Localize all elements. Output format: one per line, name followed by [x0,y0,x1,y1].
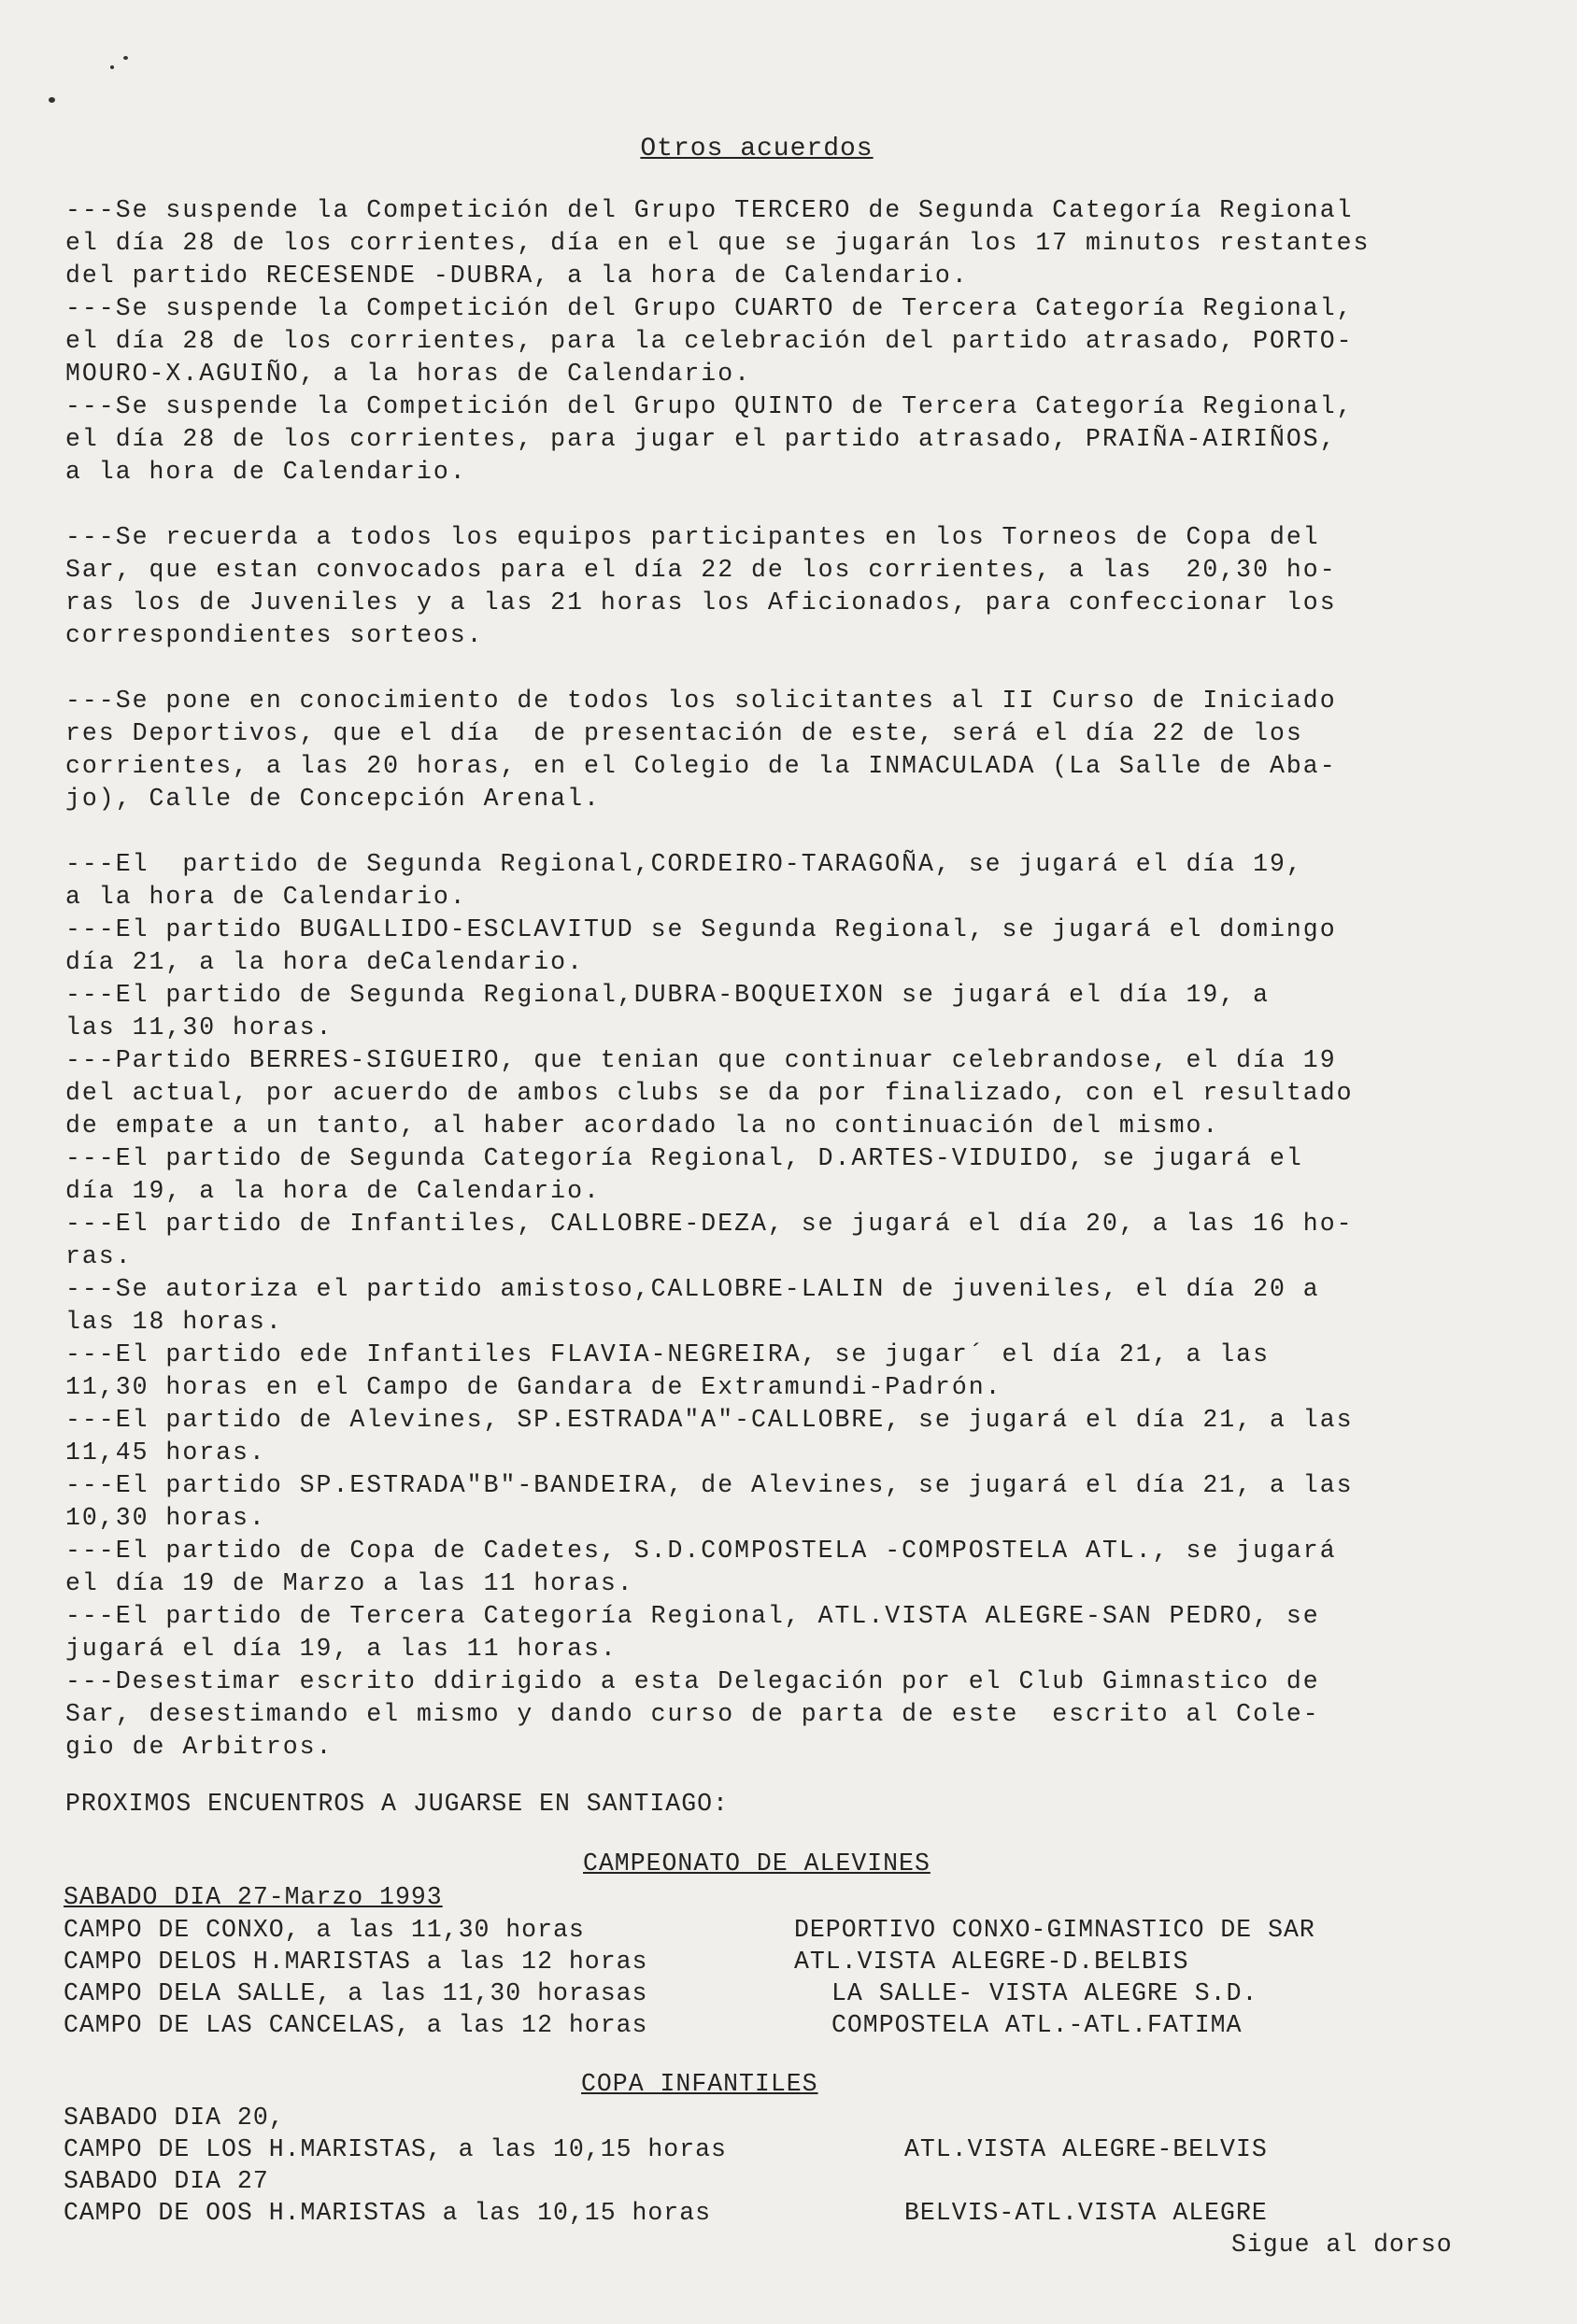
text-line: las 18 horas. [65,1308,283,1336]
ink-speck [49,97,55,103]
text-line: ---Se suspende la Competición del Grupo TERCERO de Segunda Categoría Regional [65,196,1354,224]
infantiles-teams: ATL.VISTA ALEGRE-BELVIS [904,2135,1268,2163]
text-line: día 21, a la hora deCalendario. [65,948,584,976]
alevines-teams: ATL.VISTA ALEGRE-D.BELBIS [794,1948,1189,1976]
text-line: ---Se autoriza el partido amistoso,CALLOBRE-LALIN de juveniles, el día 20 a [65,1275,1320,1303]
text-line: ---Se suspende la Competición del Grupo QUINTO de Tercera Categoría Regional, [65,392,1354,420]
text-line: las 11,30 horas. [65,1013,334,1042]
text-line: ---El partido BUGALLIDO-ESCLAVITUD se Segunda Regional, se jugará el domingo [65,915,1337,943]
upcoming-heading: PROXIMOS ENCUENTROS A JUGARSE EN SANTIAGO: [65,1790,729,1818]
text-line: 11,45 horas. [65,1438,266,1467]
paragraph-gap [65,489,1560,521]
alevines-teams: COMPOSTELA ATL.-ATL.FATIMA [831,2011,1243,2039]
text-line: res Deportivos, que el día de presentación de este, será el día 22 de los [65,719,1303,747]
alevines-venue: CAMPO DE CONXO, a las 11,30 horas [64,1916,585,1944]
infantiles-line: SABADO DIA 27 [64,2167,269,2195]
text-line: ---El partido de Segunda Regional,DUBRA-BOQUEIXON se jugará el día 19, a [65,981,1270,1009]
agreements-body [65,194,1560,1764]
text-line: el día 28 de los corrientes, para la celebración del partido atrasado, PORTO- [65,327,1354,355]
text-line: de empate a un tanto, al haber acordado la no continuación del mismo. [65,1112,1220,1140]
text-line: ras los de Juveniles y a las 21 horas los Aficionados, para confeccionar los [65,588,1337,616]
alevines-date: SABADO DIA 27-Marzo 1993 [64,1883,443,1911]
text-line: ---El partido de Segunda Categoría Regional, D.ARTES-VIDUIDO, se jugará el [65,1144,1303,1172]
alevines-venue: CAMPO DELA SALLE, a las 11,30 horasas [64,1979,648,2007]
text-line: ---Se suspende la Competición del Grupo CUARTO de Tercera Categoría Regional, [65,294,1354,322]
text-line: ---Partido BERRES-SIGUEIRO, que tenian que continuar celebrandose, el día 19 [65,1046,1337,1074]
text-line: del actual, por acuerdo de ambos clubs se da por finalizado, con el resultado [65,1079,1354,1107]
alevines-teams: DEPORTIVO CONXO-GIMNASTICO DE SAR [794,1916,1315,1944]
text-line: ---Se pone en conocimiento de todos los solicitantes al II Curso de Iniciado [65,687,1337,715]
text-line: ---Desestimar escrito ddirigido a esta Delegación por el Club Gimnastico de [65,1667,1320,1695]
ink-speck [123,56,128,60]
text-line: jo), Calle de Concepción Arenal. [65,785,601,813]
text-line: Sar, que estan convocados para el día 22 de los corrientes, a las 20,30 ho- [65,556,1337,584]
infantiles-title: COPA INFANTILES [581,2070,818,2098]
text-line: corrientes, a las 20 horas, en el Colegio de la INMACULADA (La Salle de Aba- [65,752,1337,780]
text-line: correspondientes sorteos. [65,621,484,649]
text-line: MOURO-X.AGUIÑO, a la horas de Calendario. [65,360,752,388]
paragraph-gap [65,815,1560,848]
text-line: ---El partido de Tercera Categoría Regional, ATL.VISTA ALEGRE-SAN PEDRO, se [65,1602,1320,1630]
text-line: a la hora de Calendario. [65,883,467,911]
text-line: ---El partido SP.ESTRADA"B"-BANDEIRA, de Alevines, se jugará el día 21, a las [65,1471,1354,1499]
infantiles-line: CAMPO DE LOS H.MARISTAS, a las 10,15 horas [64,2135,727,2163]
alevines-title: CAMPEONATO DE ALEVINES [583,1849,931,1878]
text-line: ---El partido ede Infantiles FLAVIA-NEGREIRA, se jugar´ el día 21, a las [65,1340,1270,1368]
alevines-teams: LA SALLE- VISTA ALEGRE S.D. [831,1979,1258,2007]
text-line: del partido RECESENDE -DUBRA, a la hora de Calendario. [65,262,969,290]
text-line: el día 28 de los corrientes, día en el que se jugarán los 17 minutos restantes [65,229,1371,257]
text-line: ---Se recuerda a todos los equipos participantes en los Torneos de Copa del [65,523,1320,551]
text-line: jugará el día 19, a las 11 horas. [65,1635,618,1663]
infantiles-line: SABADO DIA 20, [64,2104,285,2132]
text-line: el día 19 de Marzo a las 11 horas. [65,1569,634,1597]
footer-note: Sigue al dorso [1231,2231,1453,2259]
text-line: ---El partido de Segunda Regional,CORDEIRO-TARAGOÑA, se jugará el día 19, [65,850,1303,878]
text-line: ---El partido de Infantiles, CALLOBRE-DEZA, se jugará el día 20, a las 16 ho- [65,1210,1354,1238]
text-line: 10,30 horas. [65,1504,266,1532]
text-line: el día 28 de los corrientes, para jugar el partido atrasado, PRAIÑA-AIRIÑOS, [65,425,1337,453]
page-title: Otros acuerdos [640,135,874,163]
text-line: a la hora de Calendario. [65,458,467,486]
text-line: ---El partido de Alevines, SP.ESTRADA"A"-CALLOBRE, se jugará el día 21, a las [65,1406,1354,1434]
text-line: ras. [65,1242,133,1270]
alevines-venue: CAMPO DELOS H.MARISTAS a las 12 horas [64,1948,648,1976]
ink-speck [110,65,114,69]
alevines-venue: CAMPO DE LAS CANCELAS, a las 12 horas [64,2011,648,2039]
infantiles-line: CAMPO DE OOS H.MARISTAS a las 10,15 horas [64,2199,712,2227]
text-line: día 19, a la hora de Calendario. [65,1177,601,1205]
text-line: Sar, desestimando el mismo y dando curso de parta de este escrito al Cole- [65,1700,1320,1728]
text-line: ---El partido de Copa de Cadetes, S.D.COMPOSTELA -COMPOSTELA ATL., se jugará [65,1537,1337,1565]
text-line: 11,30 horas en el Campo de Gandara de Extramundi-Padrón. [65,1373,1002,1401]
infantiles-teams: BELVIS-ATL.VISTA ALEGRE [904,2199,1268,2227]
text-line: gio de Arbitros. [65,1733,334,1761]
paragraph-gap [65,652,1560,685]
